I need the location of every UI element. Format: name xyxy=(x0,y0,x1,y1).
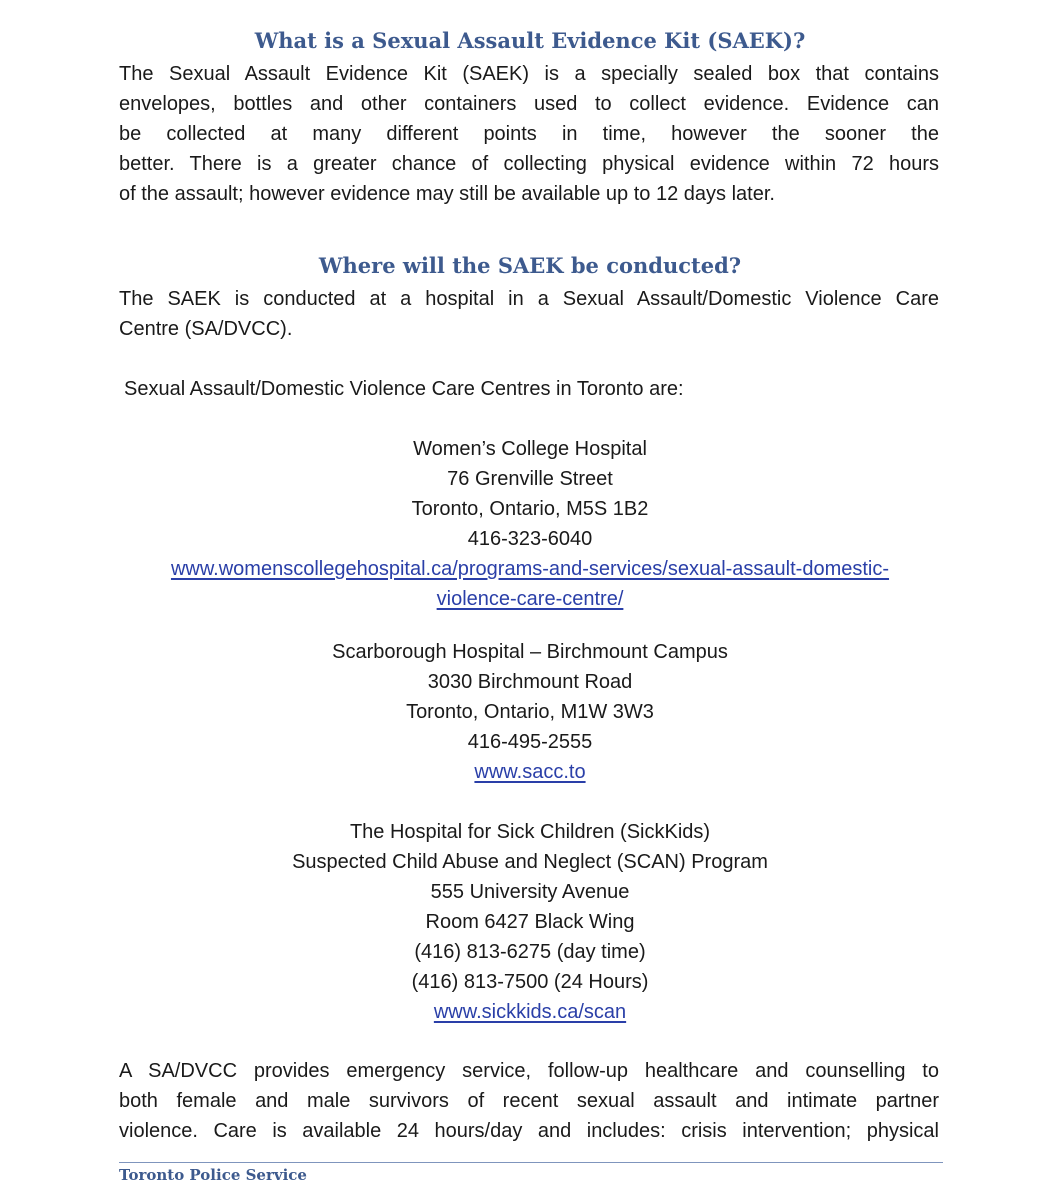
paragraph-line: Centre (SA/DVCC). xyxy=(119,318,293,340)
centre-phone-24-hours: (416) 813-7500 (24 Hours) xyxy=(411,971,649,993)
centre-phone: 416-323-6040 xyxy=(467,528,593,550)
centre-name: Scarborough Hospital – Birchmount Campus xyxy=(332,641,728,663)
footer-divider xyxy=(119,1162,943,1163)
paragraph-line: The Sexual Assault Evidence Kit (SAEK) is a specially sealed box that contains xyxy=(119,63,939,85)
paragraph-line: both female and male survivors of recent sexual assault and intimate partner xyxy=(119,1090,939,1112)
centre-street-address: 555 University Avenue xyxy=(430,881,630,903)
centre-phone: 416-495-2555 xyxy=(467,731,593,753)
centre-program: Suspected Child Abuse and Neglect (SCAN) Program xyxy=(292,851,768,873)
footer-organization: Toronto Police Service xyxy=(119,1166,307,1184)
paragraph-line: better. There is a greater chance of collecting physical evidence within 72 hours xyxy=(119,153,939,175)
centre-room: Room 6427 Black Wing xyxy=(425,911,635,933)
section-heading-where-conducted: Where will the SAEK be conducted? xyxy=(318,253,742,278)
paragraph-line: The SAEK is conducted at a hospital in a Sexual Assault/Domestic Violence Care xyxy=(119,288,939,310)
womens-college-website-link[interactable]: www.womenscollegehospital.ca/programs-and-services/sexual-assault-domestic- xyxy=(170,558,890,580)
paragraph-line: envelopes, bottles and other containers used to collect evidence. Evidence can xyxy=(119,93,939,115)
centre-name: Women’s College Hospital xyxy=(413,438,647,460)
paragraph-line: of the assault; however evidence may still be available up to 12 days later. xyxy=(119,183,775,205)
saek-location-paragraph xyxy=(119,284,939,344)
care-centres-intro: Sexual Assault/Domestic Violence Care Centres in Toronto are: xyxy=(124,378,684,400)
centre-city-postal: Toronto, Ontario, M5S 1B2 xyxy=(411,498,649,520)
paragraph-line: violence. Care is available 24 hours/day and includes: crisis intervention; physical xyxy=(119,1120,939,1142)
sickkids-website-link[interactable]: www.sickkids.ca/scan xyxy=(433,1001,627,1023)
paragraph-line: A SA/DVCC provides emergency service, follow-up healthcare and counselling to xyxy=(119,1060,939,1082)
centre-city-postal: Toronto, Ontario, M1W 3W3 xyxy=(406,701,654,723)
sadvcc-services-paragraph xyxy=(119,1056,939,1146)
saek-description-paragraph xyxy=(119,59,939,209)
centre-street-address: 3030 Birchmount Road xyxy=(427,671,633,693)
centre-womens-college-hospital xyxy=(0,434,1060,614)
section-heading-what-is-saek: What is a Sexual Assault Evidence Kit (SAEK)? xyxy=(254,28,806,53)
centre-name: The Hospital for Sick Children (SickKids) xyxy=(349,821,711,843)
centre-street-address: 76 Grenville Street xyxy=(447,468,613,490)
centre-scarborough-hospital xyxy=(0,637,1060,787)
centre-sickkids-scan xyxy=(0,817,1060,1027)
womens-college-website-link-continued[interactable]: violence-care-centre/ xyxy=(436,588,624,610)
sacc-website-link[interactable]: www.sacc.to xyxy=(474,761,586,783)
centre-phone-daytime: (416) 813-6275 (day time) xyxy=(414,941,646,963)
paragraph-line: be collected at many different points in time, however the sooner the xyxy=(119,123,939,145)
